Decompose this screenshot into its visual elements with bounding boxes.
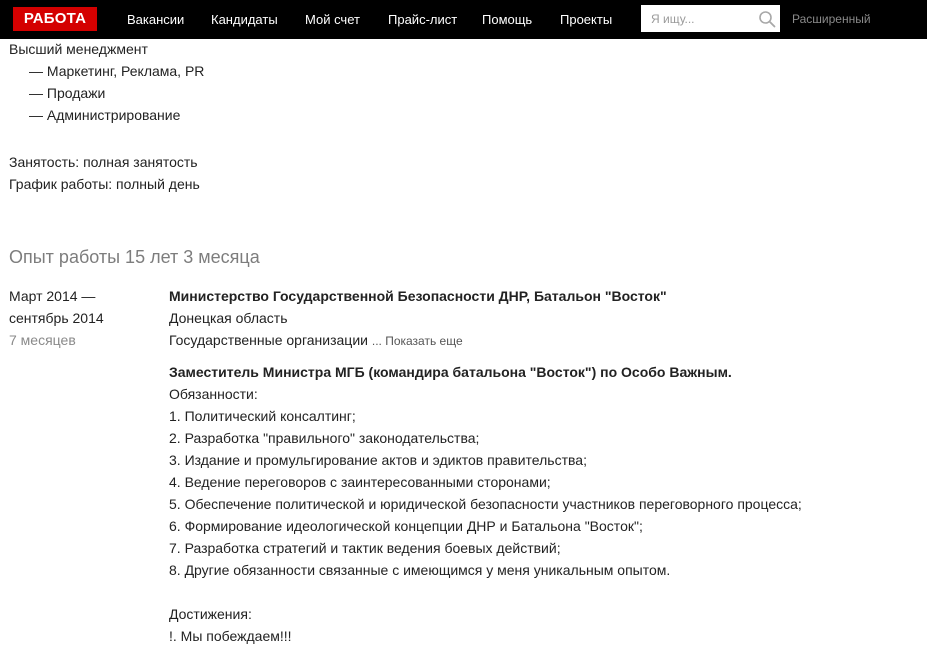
nav-item-projects[interactable]: Проекты: [560, 12, 613, 27]
specialization-item: — Администрирование: [29, 107, 181, 123]
nav-item-price-list[interactable]: Прайс-лист: [388, 12, 458, 27]
duty-item: 8. Другие обязанности связанные с имеющимся у меня уникальным опытом.: [169, 562, 671, 578]
top-navigation-bar: [0, 0, 927, 39]
search-input[interactable]: [641, 5, 761, 32]
duty-item: 7. Разработка стратегий и тактик ведения боевых действий;: [169, 540, 561, 556]
duty-item: 1. Политический консалтинг;: [169, 408, 356, 424]
company-region: Донецкая область: [169, 310, 288, 326]
job-period-start: Март 2014 —: [9, 288, 96, 304]
job-duration: 7 месяцев: [9, 332, 76, 348]
achievement-item: !. Мы побеждаем!!!: [169, 628, 292, 644]
duty-item: 2. Разработка "правильного" законодательства;: [169, 430, 480, 446]
specialization-title: Высший менеджмент: [9, 41, 148, 57]
advanced-search-link[interactable]: Расширенный: [792, 12, 871, 26]
job-position: Заместитель Министра МГБ (командира батальона "Восток") по Особо Важным.: [169, 364, 732, 380]
duty-item: 6. Формирование идеологической концепции ДНР и Батальона "Восток";: [169, 518, 643, 534]
company-name: Министерство Государственной Безопасности ДНР, Батальон "Восток": [169, 288, 667, 304]
job-period-end: сентябрь 2014: [9, 310, 104, 326]
duty-item: 3. Издание и промульгирование актов и эдиктов правительства;: [169, 452, 587, 468]
nav-item-candidates[interactable]: Кандидаты: [211, 12, 278, 27]
achievements-label: Достижения:: [169, 606, 252, 622]
specialization-item: — Маркетинг, Реклама, PR: [29, 63, 205, 79]
company-industry-row: [169, 332, 463, 348]
nav-item-my-account[interactable]: Мой счет: [305, 12, 360, 27]
duty-item: 5. Обеспечение политической и юридической безопасности участников переговорного процесса;: [169, 496, 802, 512]
specialization-item: — Продажи: [29, 85, 106, 101]
nav-item-vacancies[interactable]: Вакансии: [127, 12, 185, 27]
search-icon[interactable]: [758, 10, 776, 28]
company-industry: Государственные организации: [169, 332, 368, 348]
nav-item-help[interactable]: Помощь: [482, 12, 533, 27]
experience-section-title: Опыт работы 15 лет 3 месяца: [9, 247, 260, 267]
search-box: [641, 5, 780, 32]
employment-type: Занятость: полная занятость: [9, 154, 198, 170]
site-logo[interactable]: РАБОТА: [13, 7, 97, 31]
duties-label: Обязанности:: [169, 386, 258, 402]
show-more-link[interactable]: ... Показать еще: [371, 334, 463, 348]
duty-item: 4. Ведение переговоров с заинтересованными сторонами;: [169, 474, 551, 490]
work-schedule: График работы: полный день: [9, 176, 200, 192]
